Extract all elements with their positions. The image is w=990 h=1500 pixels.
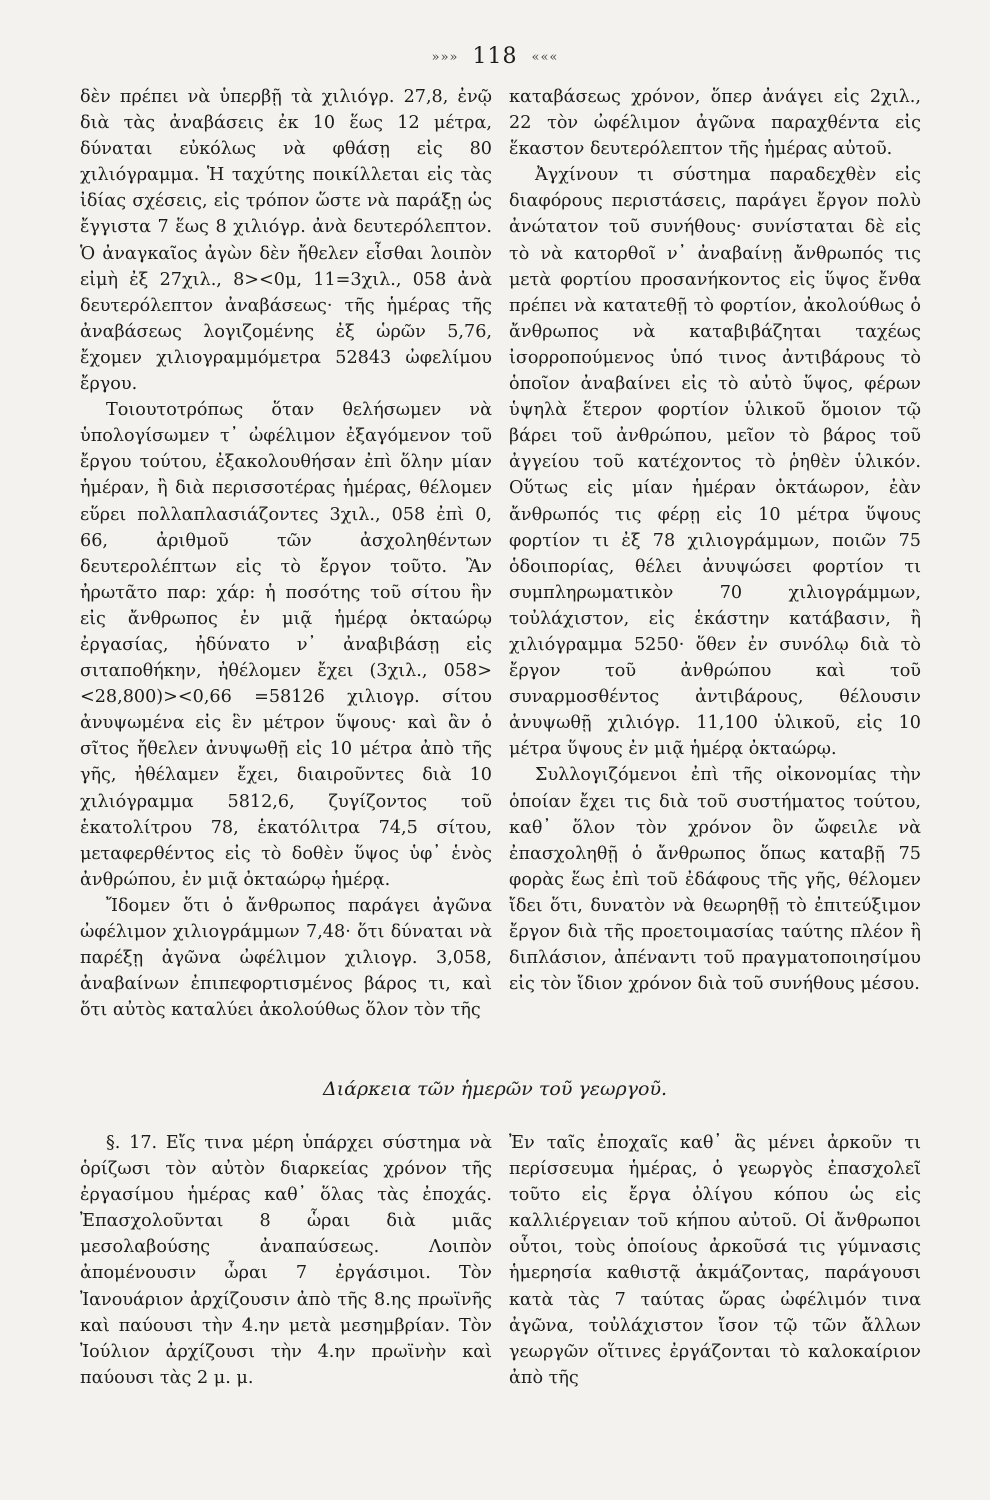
section-title: Διάρκεια τῶν ἡμερῶν τοῦ γεωργοῦ. xyxy=(322,1078,668,1100)
page-number: 118 xyxy=(472,44,518,69)
paragraph: Ἴδομεν ὅτι ὁ ἄνθρωπος παράγει ἀγῶνα ὠφέλιμον χιλιογράμμων 7,48· ὅτι δύναται νὰ παρέξῃ ἀγῶνα ὠφέλιμον χιλιογρ. 3,058, ἀναβαίνων ἐπιπεφορτισμένος βάρος τι, καὶ ὅτι αὐτὸς καταλύει ἀκολούθως ὅλον τὸν τῆς xyxy=(80,895,492,1021)
paragraph: Συλλογιζόμενοι ἐπὶ τῆς οἰκονομίας τὴν ὁποίαν ἔχει τις διὰ τοῦ συστήματος τούτου, καθ᾽ ὅλον τὸν χρόνον ὃν ὤφειλε νὰ ἐπασχοληθῇ ὁ ἄνθρωπος ὅπως καταβῇ 75 φορὰς ἕως ἐπὶ τοῦ ἐδάφους τῆς γῆς, θέλομεν ἴδει ὅτι, δυνατὸν νὰ θεωρηθῇ τὸ ἐπιτεύξιμον ἔργον διὰ τῆς προετοιμασίας ταύτης πλέον ἢ διπλάσιον, ἀπέναντι τοῦ πραγματοποιησίμου εἰς τὸν ἴδιον χρόνον διὰ τοῦ συνήθους μέσου. xyxy=(509,765,921,995)
page-header xyxy=(0,44,990,69)
paragraph: καταβάσεως χρόνον, ὅπερ ἀνάγει εἰς 2χιλ., 22 τὸν ὠφέλιμον ἀγῶνα παραχθέντα εἰς ἕκαστον δευτερόλεπτον τῆς ἡμέρας αὐτοῦ. xyxy=(509,87,921,160)
paragraph: Ἀγχίνουν τι σύστημα παραδεχθὲν εἰς διαφόρους περιστάσεις, παράγει ἔργον πολὺ ἀνώτατον τοῦ συνήθους· συνίσταται δὲ εἰς τὸ νὰ κατορθοῖ ν᾽ ἀναβαίνῃ ἄνθρωπός τις μετὰ φορτίου προσανήκοντος εἰς ὕψος ἔνθα πρέπει νὰ κατατεθῇ τὸ φορτίον, ἀκολούθως ὁ ἄνθρωπος νὰ καταβιβάζηται ταχέως ἰσορροπούμενος ὑπό τινος ἀντιβάρους τὸ ὁποῖον ἀναβαίνει εἰς τὸ αὐτὸ ὕψος, φέρων ὑψηλὰ ἕτερον φορτίον ὑλικοῦ ὅμοιον τῷ βάρει τοῦ ἀνθρώπου, μεῖον τὸ βάρος τοῦ ἀγγείου τοῦ κατέχοντος τὸ ῥηθὲν ὑλικόν. Οὕτως εἰς μίαν ἡμέραν ὀκτάωρον, ἐὰν ἄνθρωπός τις φέρῃ εἰς 10 μέτρα ὕψους φορτίον τι ἐξ 78 χιλιογράμμων, ποιῶν 75 ὁδοιπορίας, θέλει ἀνυψώσει φορτίον τι συμπληρωματικὸν 70 χιλιογράμμων, τοὐλάχιστον, εἰς ἑκάστην κατάβασιν, ἢ χιλιόγραμμα 5250· ὅθεν ἐν συνόλῳ διὰ τὸ ἔργον τοῦ ἀνθρώπου καὶ τοῦ συναρμοσθέντος ἀντιβάρους, θέλουσιν ἀνυψωθῇ χιλιόγρ. 11,100 ὑλικοῦ, εἰς 10 μέτρα ὕψους ἐν μιᾷ ἡμέρᾳ ὀκταώρῳ. xyxy=(509,165,921,760)
paragraph: §. 17. Εἴς τινα μέρη ὑπάρχει σύστημα νὰ ὁρίζωσι τὸν αὐτὸν διαρκείας χρόνον τῆς ἐργασίμου ἡμέρας καθ᾽ ὅλας τὰς ἐποχάς. Ἐπασχολοῦνται 8 ὧραι διὰ μιᾶς μεσολαβούσης ἀναπαύσεως. Λοιπὸν ἀπομένουσιν ὧραι 7 ἐργάσιμοι. Τὸν Ἰανουάριον ἀρχίζουσιν ἀπὸ τῆς 8.ης πρωϊνῆς καὶ παύουσι τὴν 4.ην μετὰ μεσημβρίαν. Τὸν Ἰούλιον ἀρχίζουσι τὴν 4.ην πρωϊνὴν καὶ παύουσι τὰς 2 μ. μ. xyxy=(80,1133,492,1388)
paragraph: Ἐν ταῖς ἐποχαῖς καθ᾽ ἃς μένει ἀρκοῦν τι περίσσευμα ἡμέρας, ὁ γεωργὸς ἐπασχολεῖ τοῦτο εἰς ἔργα ὀλίγου κόπου ὡς εἰς καλλιέργειαν τοῦ κήπου αὐτοῦ. Οἱ ἄνθρωποι οὗτοι, τοὺς ὁποίους ἀρκοῦσά τις γύμνασις ἡμερησία καθιστᾷ ἀκμάζοντας, παράγουσι κατὰ τὰς 7 ταύτας ὥρας ὠφέλιμόν τινα ἀγῶνα, τοὐλάχιστον ἴσον τῷ τῶν ἄλλων γεωργῶν οἵτινες ἐργάζονται τὸ καλοκαίριον ἀπὸ τῆς xyxy=(509,1133,921,1388)
ornament-right: ««« xyxy=(531,49,559,65)
top-right-column xyxy=(509,84,921,997)
top-left-column xyxy=(80,84,492,1023)
paragraph: δὲν πρέπει νὰ ὑπερβῇ τὰ χιλιόγρ. 27,8, ἐνῷ διὰ τὰς ἀναβάσεις ἐκ 10 ἕως 12 μέτρα, δύναται εὐκόλως νὰ φθάσῃ εἰς 80 χιλιόγραμμα. Ἡ ταχύτης ποικίλλεται εἰς τὰς ἰδίας σχέσεις, εἰς τρόπον ὥστε νὰ παράξῃ ὡς ἔγγιστα 7 ἕως 8 χιλιόγρ. ἀνὰ δευτερόλεπτον. Ὁ ἀναγκαῖος ἀγὼν δὲν ἤθελεν εἶσθαι λοιπὸν εἰμὴ ἐξ 27χιλ., 8><0μ, 11=3χιλ., 058 ἀνὰ δευτερόλεπτον ἀναβάσεως· τῆς ἡμέρας τῆς ἀναβάσεως λογιζομένης ἐξ ὡρῶν 5,76, ἔχομεν χιλιογραμμόμετρα 52843 ὠφελίμου ἔργου. xyxy=(80,87,492,395)
bottom-left-column xyxy=(80,1130,492,1391)
bottom-right-column xyxy=(509,1130,921,1391)
ornament-left: »»» xyxy=(431,49,459,65)
paragraph: Τοιουτοτρόπως ὅταν θελήσωμεν νὰ ὑπολογίσωμεν τ᾽ ὠφέλιμον ἐξαγόμενον τοῦ ἔργου τούτου, ἐξακολουθήσαν ἐπὶ ὅλην μίαν ἡμέραν, ἢ διὰ περισσοτέρας ἡμέρας, θέλομεν εὕρει πολλαπλασιάζοντες 3χιλ., 058 ἐπὶ 0, 66, ἀριθμοῦ τῶν ἀσχοληθέντων δευτερολέπτων εἰς τὸ ἔργον τοῦτο. Ἂν ἠρωτᾶτο παρ: χάρ: ἡ ποσότης τοῦ σίτου ἣν εἰς ἄνθρωπος ἐν μιᾷ ἡμέρᾳ ὀκταώρῳ ἐργασίας, ἠδύνατο ν᾽ ἀναβιβάσῃ εἰς σιταποθήκην, ἠθέλομεν ἔχει (3χιλ., 058><28,800)><0,66 =58126 χιλιογρ. σίτου ἀνυψωμένα εἰς ἓν μέτρον ὕψους· καὶ ἂν ὁ σῖτος ἤθελεν ἀνυψωθῇ εἰς 10 μέτρα ἀπὸ τῆς γῆς, ἠθέλαμεν ἔχει, διαιροῦντες διὰ 10 χιλιόγραμμα 5812,6, ζυγίζοντος τοῦ ἑκατολίτρου 78, ἑκατόλιτρα 74,5 σίτου, μεταφερθέντος εἰς τὸ δοθὲν ὕψος ὑφ᾽ ἑνὸς ἀνθρώπου, ἐν μιᾷ ὀκταώρῳ ἡμέρᾳ. xyxy=(80,400,492,890)
